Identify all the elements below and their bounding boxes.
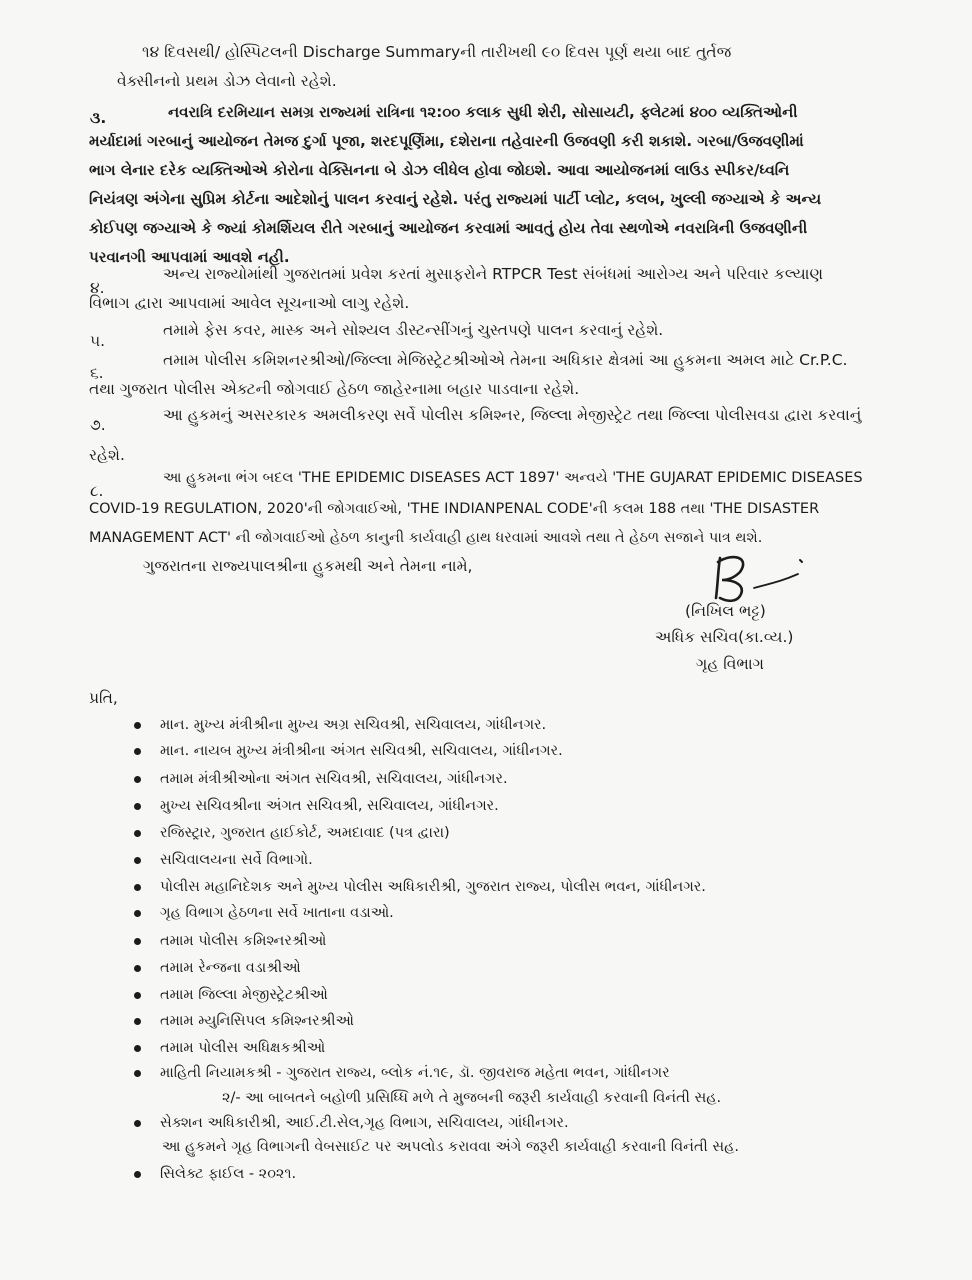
recipient-note: આ હુકમને ગૃહ વિભાગની વેબસાઈટ પર અપલોડ કરાવવા અંગે જરૂરી કાર્યવાહી કરવાની વિનંતી સહ. [162, 1139, 739, 1155]
para-8-line-3: MANAGEMENT ACT' ની જોગવાઈઓ હેઠળ કાનુની કાર્યવાહી હાથ ધરવામાં આવશે તથા તે હેઠળ સજાને પાત્ર થશે. [89, 530, 763, 546]
para-3-line-4: નિયંત્રણ અંગેના સુપ્રિમ કોર્ટના આદેશોનું પાલન કરવાનું રહેશે. પરંતુ રાજ્યમાં પાર્ટી પ્લોટ, કલબ, ખુલ્લી જગ્યાએ કે અન્ય [89, 190, 822, 208]
bullet-icon [134, 1070, 141, 1077]
para-4-line-2: વિભાગ દ્વારા આપવામાં આવેલ સૂચનાઓ લાગુ રહેશે. [89, 294, 410, 312]
recipient-item: તમામ મ્યુનિસિપલ કમિશ્નરશ્રીઓ [160, 1013, 354, 1029]
bullet-icon [134, 857, 141, 864]
intro-line-1: ૧૪ દિવસથી/ હોસ્પિટલની Discharge Summaryની તારીખથી ૯૦ દિવસ પૂર્ણ થયા બાદ તુર્તજ [142, 43, 732, 61]
recipient-item: રજિસ્ટ્રાર, ગુજરાત હાઈકોર્ટ, અમદાવાદ (પત્ર દ્વારા) [160, 825, 450, 841]
recipient-item: માન. નાયબ મુખ્ય મંત્રીશ્રીના અંગત સચિવશ્રી, સચિવાલય, ગાંધીનગર. [160, 743, 563, 759]
signatory-name: (નિખિલ ભટ્ટ) [685, 602, 766, 620]
recipient-item: સચિવાલયના સર્વે વિભાગો. [160, 852, 313, 868]
recipient-item: પોલીસ મહાનિદેશક અને મુખ્ય પોલીસ અધિકારીશ્રી, ગુજરાત રાજ્ય, પોલીસ ભવન, ગાંધીનગર. [160, 879, 706, 895]
bullet-icon [134, 1018, 141, 1025]
bullet-icon [134, 1171, 141, 1178]
recipient-item: તમામ રેન્જના વડાશ્રીઓ [160, 960, 301, 976]
para-3-line-6: પરવાનગી આપવામાં આવશે નહી. [89, 248, 290, 266]
para-7-line-1: આ હુકમનું અસરકારક અમલીકરણ સર્વે પોલીસ કમિશ્નર, જિલ્લા મેજીસ્ટ્રેટ તથા જિલ્લા પોલીસવડા દ્વારા કરવાનું [163, 406, 862, 424]
para-4-number: ૪. [90, 279, 105, 297]
para-6-line-1: તમામ પોલીસ કમિશનરશ્રીઓ/જિલ્લા મેજિસ્ટ્રેટશ્રીઓએ તેમના અધિકાર ક્ષેત્રમાં આ હુકમના અમલ માટે Cr.P.C. [163, 351, 848, 369]
signature-icon [706, 548, 816, 608]
para-4-line-1: અન્ય રાજ્યોમાંથી ગુજરાતમાં પ્રવેશ કરતાં મુસાફરોને RTPCR Test સંબંધમાં આરોગ્ય અને પરિવાર કલ્યાણ [163, 265, 823, 283]
recipient-item: તમામ મંત્રીશ્રીઓના અંગત સચિવશ્રી, સચિવાલય, ગાંધીનગર. [160, 771, 508, 787]
bullet-icon [134, 803, 141, 810]
recipient-item: ગૃહ વિભાગ હેઠળના સર્વે ખાતાના વડાઓ. [160, 905, 394, 921]
para-3-line-3: ભાગ લેનાર દરેક વ્યક્તિઓએ કોરોના વેક્સિનના બે ડોઝ લીધેલ હોવા જોઇશે. આવા આયોજનમાં લાઉડ સ્પીકર/ધ્વનિ [89, 161, 790, 179]
closing-line: ગુજરાતના રાજ્યપાલશ્રીના હુકમથી અને તેમના નામે, [143, 557, 473, 575]
para-6-number: ૬. [90, 364, 104, 382]
recipient-item: મુખ્ય સચિવશ્રીના અંગત સચિવશ્રી, સચિવાલય, ગાંધીનગર. [160, 798, 499, 814]
intro-line-2: વેક્સીનનો પ્રથમ ડોઝ લેવાનો રહેશે. [117, 72, 337, 90]
para-8-number: ૮. [90, 482, 104, 500]
recipient-item: સેક્શન અધિકારીશ્રી, આઈ.ટી.સેલ,ગૃહ વિભાગ, સચિવાલય, ગાંધીનગર. [160, 1115, 569, 1131]
para-3-number: ૩. [90, 109, 107, 127]
bullet-icon [134, 965, 141, 972]
para-6-line-2: તથા ગુજરાત પોલીસ એક્ટની જોગવાઈ હેઠળ જાહેરનામા બહાર પાડવાના રહેશે. [89, 380, 580, 398]
para-7-line-2: રહેશે. [89, 446, 125, 464]
para-8-line-2: COVID-19 REGULATION, 2020'ની જોગવાઈઓ, 'THE INDIANPENAL CODE'ની કલમ 188 તથા 'THE DISASTER [89, 501, 820, 517]
bullet-icon [134, 830, 141, 837]
signatory-department: ગૃહ વિભાગ [696, 655, 764, 673]
bullet-icon [134, 884, 141, 891]
para-5-line-1: તમામે ફેસ કવર, માસ્ક અને સોશ્યલ ડીસ્ટન્સીંગનું ચુસ્તપણે પાલન કરવાનું રહેશે. [163, 321, 664, 339]
para-3-line-1: નવરાત્રિ દરમિયાન સમગ્ર રાજ્યમાં રાત્રિના ૧૨:૦૦ કલાક સુધી શેરી, સોસાયટી, ફ્લેટમાં ૪૦૦ વ્યક્તિઓની [168, 103, 798, 121]
bullet-icon [134, 938, 141, 945]
bullet-icon [134, 910, 141, 917]
recipient-item: માહિતી નિયામકશ્રી - ગુજરાત રાજ્ય, બ્લોક નં.૧૯, ડૉ. જીવરાજ મહેતા ભવન, ગાંધીનગર [160, 1065, 670, 1081]
para-7-number: ૭. [90, 416, 106, 434]
bullet-icon [134, 776, 141, 783]
para-3-line-5: કોઈપણ જગ્યાએ કે જ્યાં કોમર્શિયલ રીતે ગરબાનું આયોજન કરવામાં આવતું હોય તેવા સ્થળોએ નવરાત્રિની ઉજવણીની [89, 219, 808, 237]
para-3-line-2: મર્યાદામાં ગરબાનું આયોજન તેમજ દુર્ગા પૂજા, શરદપૂર્ણિમા, દશેરાના તહેવારની ઉજવણી કરી શકાશે. ગરબા/ઉજવણીમાં [89, 132, 804, 150]
bullet-icon [134, 1120, 141, 1127]
bullet-icon [134, 722, 141, 729]
para-5-number: ૫. [90, 332, 106, 350]
recipient-item: સિલેક્ટ ફાઈલ - ૨૦૨૧. [160, 1166, 297, 1182]
recipient-item: તમામ જિલ્લા મેજીસ્ટ્રેટશ્રીઓ [160, 987, 328, 1003]
to-label: પ્રતિ, [89, 689, 118, 707]
recipient-note: ૨/- આ બાબતને બહોળી પ્રસિધ્ધિ મળે તે મુજબની જરૂરી કાર્યવાહી કરવાની વિનંતી સહ. [222, 1090, 722, 1106]
signatory-designation: અધિક સચિવ(કા.વ્ય.) [655, 628, 794, 646]
recipient-item: તમામ પોલીસ અધિક્ષકશ્રીઓ [160, 1040, 326, 1056]
bullet-icon [134, 1045, 141, 1052]
recipient-item: તમામ પોલીસ કમિશ્નરશ્રીઓ [160, 933, 327, 949]
bullet-icon [134, 748, 141, 755]
recipient-item: માન. મુખ્ય મંત્રીશ્રીના મુખ્ય અગ્ર સચિવશ્રી, સચિવાલય, ગાંધીનગર. [160, 717, 547, 733]
para-8-line-1: આ હુકમના ભંગ બદલ 'THE EPIDEMIC DISEASES ACT 1897' અન્વયે 'THE GUJARAT EPIDEMIC DISEASES [163, 470, 863, 486]
bullet-icon [134, 992, 141, 999]
